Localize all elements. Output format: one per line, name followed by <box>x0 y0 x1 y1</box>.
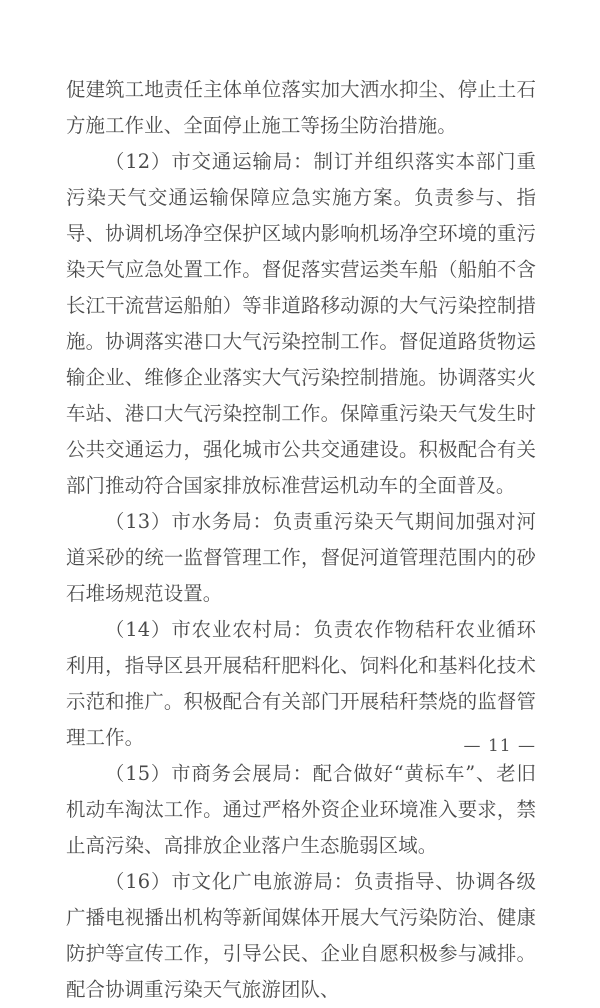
paragraph-item-14: （14）市农业农村局：负责农作物秸秆农业循环利用，指导区县开展秸秆肥料化、饲料化和基料化技术示范和推广。积极配合有关部门开展秸秆禁烧的监督管理工作。 <box>66 618 536 749</box>
paragraph-item-15: （15）市商务会展局：配合做好“黄标车”、老旧机动车淘汰工作。通过严格外资企业环境准入要求，禁止高污染、高排放企业落户生态脆弱区域。 <box>66 762 536 857</box>
page-number: — 11 — <box>463 736 536 756</box>
paragraph-item-12: （12）市交通运输局：制订并组织落实本部门重污染天气交通运输保障应急实施方案。负责参与、指导、协调机场净空保护区域内影响机场净空环境的重污染天气应急处置工作。督促落实营运类车船（船舶不含长江干流营运船舶）等非道路移动源的大气污染控制措施。协调落实港口大气污染控制工作。督促道路货物运输企业、维修企业落实大气污染控制措施。协调落实火车站、港口大气污染控制工作。保障重污染天气发生时公共交通运力，强化城市公共交通建设。积极配合有关部门推动符合国家排放标准营运机动车的全面普及。 <box>66 150 536 497</box>
paragraph-item-16: （16）市文化广电旅游局：负责指导、协调各级广播电视播出机构等新闻媒体开展大气污染防治、健康防护等宣传工作，引导公民、企业自愿积极参与减排。配合协调重污染天气旅游团队、 <box>66 870 536 1001</box>
paragraph-continuation: 促建筑工地责任主体单位落实加大洒水抑尘、停止土石方施工作业、全面停止施工等扬尘防治措施。 <box>66 78 536 137</box>
paragraph-item-13: （13）市水务局：负责重污染天气期间加强对河道采砂的统一监督管理工作，督促河道管理范围内的砂石堆场规范设置。 <box>66 510 536 605</box>
document-body-text <box>66 72 536 1008</box>
